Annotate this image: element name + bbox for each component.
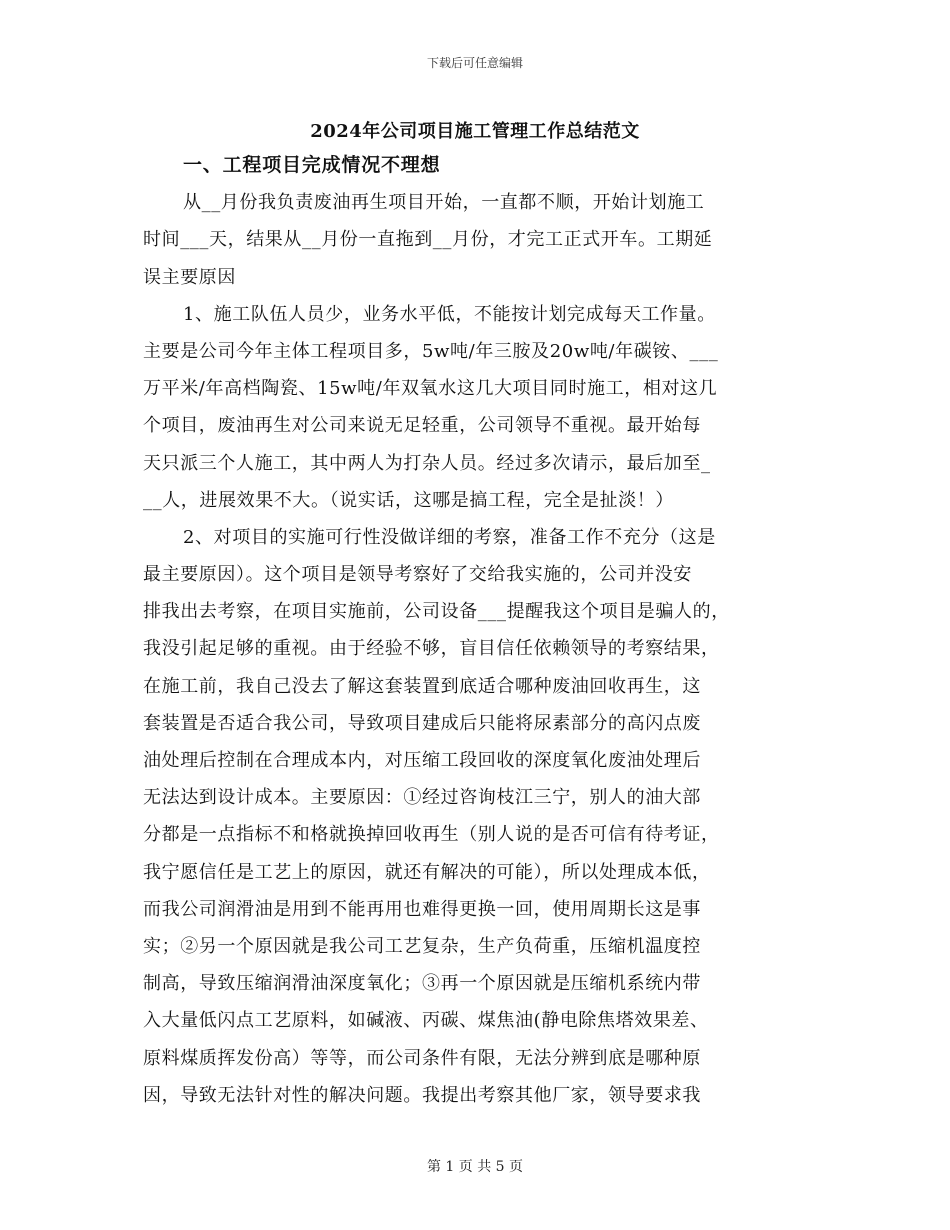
paragraph-line: 最主要原因）。这个项目是领导考察好了交给我实施的，公司并没安 [143,564,692,586]
paragraph-line: 实；②另一个原因就是我公司工艺复杂，生产负荷重，压缩机温度控 [143,935,701,957]
paragraph-line: 时间___天，结果从__月份一直拖到__月份，才完工正式开车。工期延 [143,229,713,251]
paragraph-line: 1、施工队伍人员少，业务水平低，不能按计划完成每天工作量。 [183,303,716,325]
paragraph-line: 分都是一点指标不和格就换掉回收再生（别人说的是否可信有待考证， [143,824,720,846]
paragraph-line: 万平米/年高档陶瓷、15w吨/年双氧水这几大项目同时施工，相对这几 [143,378,718,400]
paragraph-line: 从__月份我负责废油再生项目开始，一直都不顺，开始计划施工 [183,192,705,214]
paragraph-line: 我宁愿信任是工艺上的原因，就还有解决的可能），所以处理成本低， [143,861,711,883]
paragraph-line: 制高，导致压缩润滑油深度氧化；③再一个原因就是压缩机系统内带 [143,973,701,995]
paragraph-line: __人，进展效果不大。（说实话，这哪是搞工程，完全是扯淡！） [143,489,674,511]
page-number: 第 1 页 共 5 页 [426,1159,524,1175]
section-heading: 一、工程项目完成情况不理想 [183,154,441,176]
paragraph-line: 主要是公司今年主体工程项目多，5w吨/年三胺及20w吨/年碳铵、___ [143,340,719,362]
paragraph-line: 个项目，废油再生对公司来说无足轻重，公司领导不重视。最开始每 [143,415,701,437]
paragraph-line: 2、对项目的实施可行性没做详细的考察，准备工作不充分（这是 [183,526,716,548]
document-body [143,147,811,1114]
paragraph-line: 入大量低闪点工艺原料，如碱液、丙碳、煤焦油(静电除焦塔效果差、 [143,1010,709,1032]
document-title: 2024年公司项目施工管理工作总结范文 [310,121,640,142]
paragraph-line: 无法达到设计成本。主要原因：①经过咨询枝江三宁，别人的油大部 [143,787,701,809]
paragraph-line: 套装置是否适合我公司，导致项目建成后只能将尿素部分的高闪点废 [143,712,701,734]
paragraph-line: 原料煤质挥发份高）等等，而公司条件有限，无法分辨到底是哪种原 [143,1047,701,1069]
paragraph-line: 天只派三个人施工，其中两人为打杂人员。经过多次请示，最后加至_ [143,452,711,474]
paragraph-line: 而我公司润滑油是用到不能再用也难得更换一回，使用周期长这是事 [143,898,701,920]
paragraph-line: 排我出去考察，在项目实施前，公司设备___提醒我这个项目是骗人的， [143,601,730,623]
paragraph-line: 我没引起足够的重视。由于经验不够，盲目信任依赖领导的考察结果， [143,638,720,660]
paragraph-line: 因，导致无法针对性的解决问题。我提出考察其他厂家，领导要求我 [143,1084,701,1106]
paragraph-line: 误主要原因 [143,266,236,288]
paragraph-line: 在施工前，我自己没去了解这套装置到底适合哪种废油回收再生，这 [143,675,701,697]
header-note: 下载后可任意编辑 [426,56,523,70]
paragraph-line: 油处理后控制在合理成本内，对压缩工段回收的深度氧化废油处理后 [143,750,701,771]
